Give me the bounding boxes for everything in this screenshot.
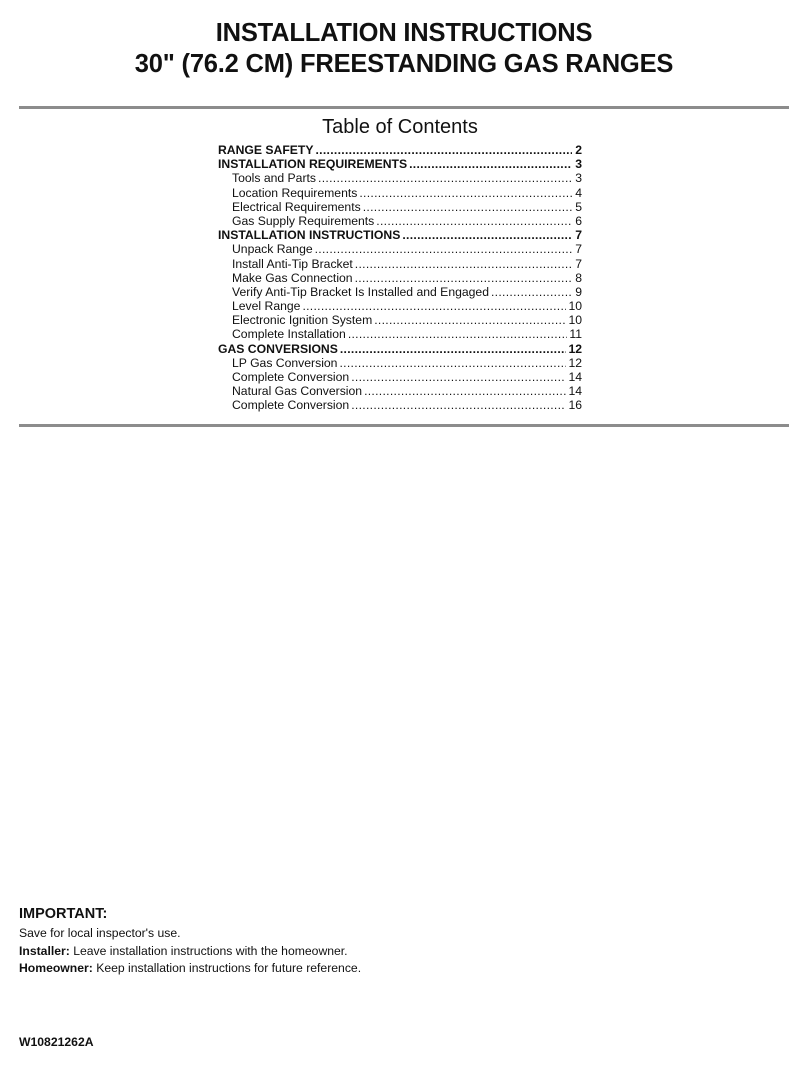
important-heading: IMPORTANT: [19, 906, 108, 922]
toc-section-entry[interactable] [218, 342, 582, 356]
toc-entry-page: 12 [568, 341, 582, 356]
toc-dot-leader [355, 271, 572, 285]
toc-entry[interactable] [218, 171, 582, 185]
bottom-divider [19, 424, 789, 427]
toc-entry-label: Complete Installation [232, 327, 346, 342]
toc-entry-label: Gas Supply Requirements [232, 213, 375, 228]
toc-section-entry[interactable] [218, 143, 582, 157]
important-notice [19, 905, 619, 978]
toc-dot-leader [374, 313, 566, 327]
toc-entry[interactable] [218, 271, 582, 285]
toc-dot-leader [359, 186, 572, 200]
toc-entry-page: 11 [569, 327, 582, 342]
toc-entry-page: 9 [575, 284, 582, 299]
toc-dot-leader [376, 214, 572, 228]
toc-dot-leader [355, 257, 572, 271]
toc-dot-leader [402, 228, 572, 242]
toc-entry[interactable] [218, 242, 582, 256]
toc-title: Table of Contents [322, 116, 478, 138]
toc-dot-leader [315, 143, 572, 157]
document-title [0, 18, 808, 80]
toc-entry-label: Verify Anti-Tip Bracket Is Installed and Engaged [232, 284, 489, 299]
toc-entry-page: 7 [575, 256, 582, 271]
toc-entry-label: Location Requirements [232, 185, 358, 200]
toc-dot-leader [491, 285, 572, 299]
title-line-1: INSTALLATION INSTRUCTIONS [215, 19, 593, 47]
toc-dot-leader [340, 342, 567, 356]
toc-section-entry[interactable] [218, 228, 582, 242]
toc-entry-page: 7 [575, 228, 582, 243]
top-divider [19, 106, 789, 109]
toc-entry-label: Make Gas Connection [232, 270, 353, 285]
toc-entry-label: Tools and Parts [232, 171, 317, 186]
toc-entry[interactable] [218, 214, 582, 228]
toc-entry-label: GAS CONVERSIONS [218, 341, 338, 356]
toc-entry-label: Electrical Requirements [232, 199, 361, 214]
toc-entry-page: 4 [575, 185, 582, 200]
toc-entry-label: Complete Conversion [232, 398, 350, 413]
toc-dot-leader [351, 398, 566, 412]
toc-dot-leader [351, 370, 566, 384]
important-line-installer [19, 943, 619, 961]
toc-dot-leader [339, 356, 566, 370]
toc-dot-leader [348, 327, 568, 341]
installer-text: Leave installation instructions with the homeowner. [69, 943, 348, 958]
toc-entry[interactable] [218, 285, 582, 299]
homeowner-label: Homeowner: [19, 961, 93, 975]
important-line-inspector: Save for local inspector's use. [19, 926, 181, 940]
toc-entry-page: 10 [568, 299, 582, 314]
toc-entry-label: INSTALLATION INSTRUCTIONS [218, 228, 401, 243]
toc-entry[interactable] [218, 313, 582, 327]
toc-entry[interactable] [218, 257, 582, 271]
toc-entry-page: 5 [575, 199, 582, 214]
toc-dot-leader [363, 200, 572, 214]
toc-entry[interactable] [218, 299, 582, 313]
toc-entry[interactable] [218, 398, 582, 412]
toc-entry-label: Install Anti-Tip Bracket [232, 256, 353, 271]
important-line-homeowner [19, 960, 619, 978]
toc-entry-page: 14 [568, 384, 582, 399]
toc-entry[interactable] [218, 200, 582, 214]
title-line-2: 30" (76.2 CM) FREESTANDING GAS RANGES [134, 50, 674, 78]
toc-dot-leader [364, 384, 566, 398]
toc-dot-leader [315, 242, 572, 256]
toc-entry-page: 6 [575, 213, 582, 228]
table-of-contents [218, 143, 582, 413]
homeowner-text: Keep installation instructions for future reference. [92, 961, 362, 975]
toc-dot-leader [409, 157, 572, 171]
installer-label: Installer: [19, 943, 70, 958]
toc-entry[interactable] [218, 384, 582, 398]
toc-entry-page: 7 [575, 242, 582, 257]
toc-entry-label: INSTALLATION REQUIREMENTS [218, 157, 408, 172]
toc-entry-label: RANGE SAFETY [218, 143, 314, 157]
toc-entry-page: 2 [575, 143, 582, 157]
toc-entry-label: Electronic Ignition System [232, 313, 373, 328]
toc-entry-page: 12 [568, 355, 582, 370]
toc-entry-page: 3 [575, 171, 582, 186]
toc-entry-page: 16 [568, 398, 582, 413]
toc-entry[interactable] [218, 356, 582, 370]
toc-entry[interactable] [218, 186, 582, 200]
document-code: W10821262A [19, 1035, 94, 1049]
toc-dot-leader [302, 299, 566, 313]
toc-entry-label: Level Range [232, 299, 301, 314]
toc-dot-leader [318, 171, 572, 185]
toc-entry[interactable] [218, 327, 582, 341]
toc-entry-page: 14 [568, 370, 582, 384]
toc-entry-label: Natural Gas Conversion [232, 384, 363, 399]
toc-entry-page: 10 [568, 313, 582, 328]
toc-entry-label: Complete Conversion [232, 370, 350, 384]
toc-section-entry[interactable] [218, 157, 582, 171]
toc-entry-page: 3 [575, 157, 582, 172]
toc-entry-label: LP Gas Conversion [232, 355, 338, 370]
toc-entry-label: Unpack Range [232, 242, 313, 257]
toc-entry[interactable] [218, 370, 582, 384]
toc-entry-page: 8 [575, 270, 582, 285]
